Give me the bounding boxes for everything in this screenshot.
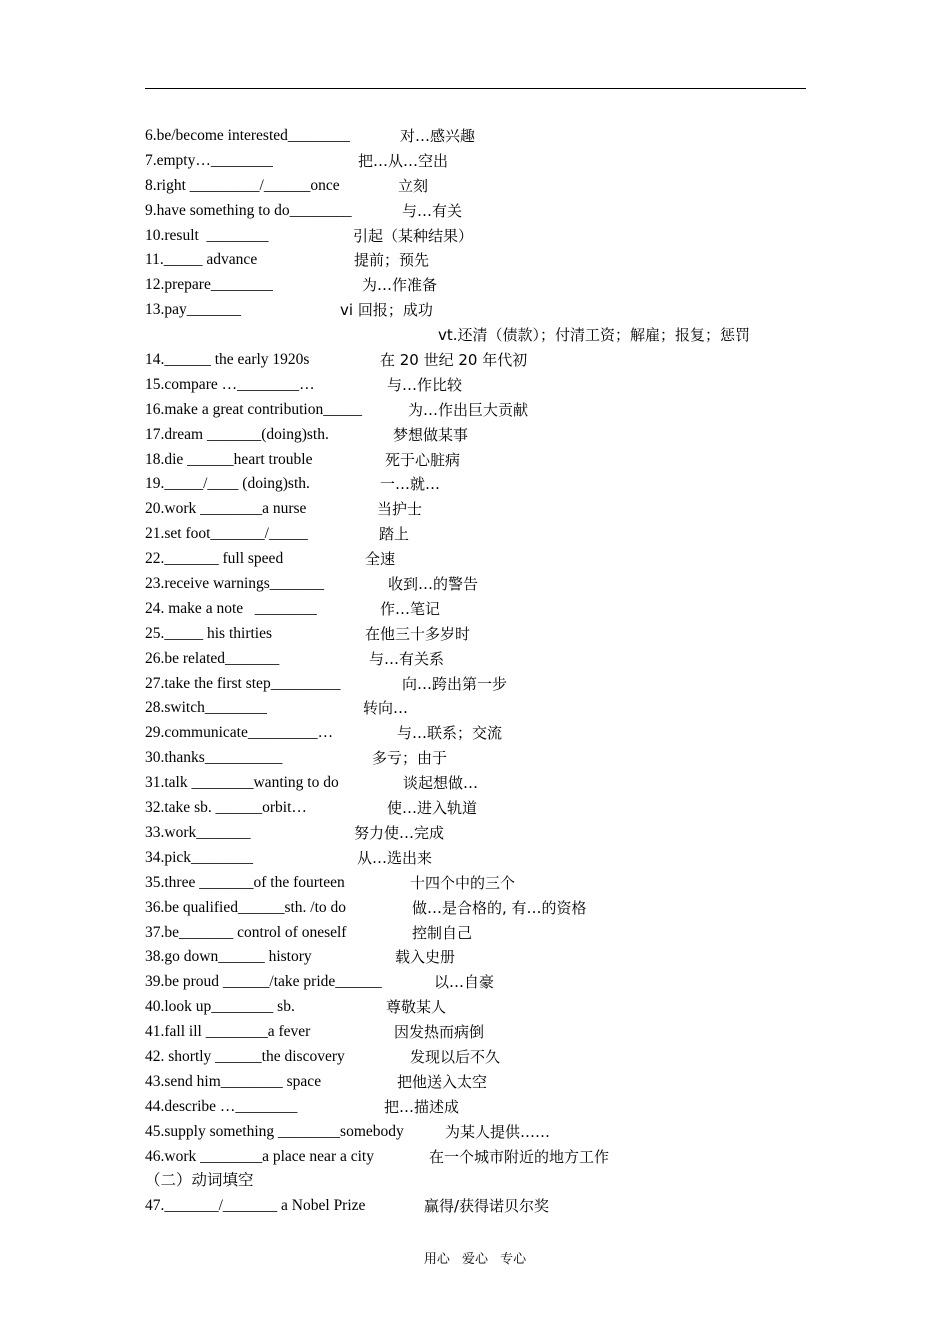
- english-phrase: 16.make a great contribution_____: [145, 400, 362, 418]
- vocab-row: [145, 497, 845, 522]
- vocab-row: [145, 273, 845, 298]
- vocab-row: [145, 423, 845, 448]
- chinese-meaning: 与…有关: [402, 201, 463, 220]
- english-phrase: 23.receive warnings_______: [145, 575, 325, 593]
- vocab-row: [145, 1045, 845, 1070]
- english-phrase: 19._____/____ (doing)sth.: [145, 475, 310, 493]
- chinese-meaning: 赢得/获得诺贝尔奖: [424, 1197, 550, 1216]
- vocab-row: [145, 348, 845, 373]
- chinese-meaning: 与…作比较: [387, 375, 463, 394]
- english-phrase: 12.prepare________: [145, 276, 273, 294]
- english-phrase: 10.result ________: [145, 226, 269, 244]
- english-phrase: 47._______/_______ a Nobel Prize: [145, 1197, 366, 1215]
- vocab-row: [145, 846, 845, 871]
- vocab-row: [145, 199, 845, 224]
- chinese-meaning: 谈起想做…: [403, 774, 479, 793]
- chinese-meaning: 作…笔记: [380, 599, 441, 618]
- chinese-meaning: vt.还清（债款）；付清工资；解雇；报复；惩罚: [438, 326, 751, 345]
- chinese-meaning: 梦想做某事: [393, 425, 469, 444]
- vocab-row: [145, 696, 845, 721]
- chinese-meaning: 多亏；由于: [372, 749, 448, 768]
- english-phrase: 42. shortly ______the discovery: [145, 1047, 345, 1065]
- chinese-meaning: vi 回报；成功: [340, 301, 433, 320]
- vocab-row: [145, 1070, 845, 1095]
- english-phrase: 15.compare …________…: [145, 375, 315, 393]
- chinese-meaning: 尊敬某人: [386, 998, 447, 1017]
- vocab-row: [145, 672, 845, 697]
- vocab-row: [145, 248, 845, 273]
- vocab-row: [145, 323, 845, 348]
- chinese-meaning: 提前；预先: [354, 251, 430, 270]
- vocab-row: [145, 896, 845, 921]
- english-phrase: 37.be_______ control of oneself: [145, 923, 347, 941]
- english-phrase: 20.work ________a nurse: [145, 500, 307, 518]
- english-phrase: 44.describe …________: [145, 1097, 298, 1115]
- chinese-meaning: 引起（某种结果）: [353, 226, 474, 245]
- vocab-row: [145, 970, 845, 995]
- english-phrase: 27.take the first step_________: [145, 674, 341, 692]
- vocabulary-list: [145, 124, 845, 1219]
- vocab-row: [145, 1095, 845, 1120]
- vocab-row: [145, 1194, 845, 1219]
- vocab-row: [145, 796, 845, 821]
- english-phrase: 26.be related_______: [145, 649, 280, 667]
- chinese-meaning: 因发热而病倒: [394, 1023, 485, 1042]
- english-phrase: 24. make a note ________: [145, 599, 317, 617]
- chinese-meaning: 在 20 世纪 20 年代初: [380, 351, 528, 370]
- chinese-meaning: 以…自豪: [434, 973, 495, 992]
- english-phrase: 46.work ________a place near a city: [145, 1147, 374, 1165]
- header-rule: [145, 88, 806, 89]
- english-phrase: （二）动词填空: [145, 1172, 254, 1190]
- chinese-meaning: 与…有关系: [369, 649, 445, 668]
- chinese-meaning: 全速: [365, 550, 396, 569]
- vocab-row: [145, 572, 845, 597]
- vocab-row: [145, 1169, 845, 1194]
- vocab-row: [145, 945, 845, 970]
- english-phrase: 38.go down______ history: [145, 948, 312, 966]
- chinese-meaning: 载入史册: [395, 948, 456, 967]
- vocab-row: [145, 647, 845, 672]
- english-phrase: 33.work_______: [145, 823, 251, 841]
- english-phrase: 9.have something to do________: [145, 201, 352, 219]
- english-phrase: 30.thanks__________: [145, 749, 283, 767]
- english-phrase: 22._______ full speed: [145, 550, 284, 568]
- vocab-row: [145, 821, 845, 846]
- english-phrase: 35.three _______of the fourteen: [145, 873, 345, 891]
- vocab-row: [145, 174, 845, 199]
- english-phrase: 21.set foot_______/_____: [145, 525, 308, 543]
- vocab-row: [145, 721, 845, 746]
- vocab-row: [145, 124, 845, 149]
- english-phrase: 14.______ the early 1920s: [145, 351, 310, 369]
- vocab-row: [145, 622, 845, 647]
- vocab-row: [145, 224, 845, 249]
- chinese-meaning: 发现以后不久: [410, 1047, 501, 1066]
- page-footer: 用心 爱心 专心: [423, 1252, 527, 1267]
- english-phrase: 31.talk ________wanting to do: [145, 774, 339, 792]
- vocab-row: [145, 448, 845, 473]
- vocab-row: [145, 1120, 845, 1145]
- chinese-meaning: 对…感兴趣: [400, 127, 476, 145]
- english-phrase: 8.right _________/______once: [145, 176, 340, 194]
- vocab-row: [145, 522, 845, 547]
- english-phrase: 43.send him________ space: [145, 1072, 322, 1090]
- chinese-meaning: 控制自己: [412, 923, 473, 942]
- chinese-meaning: 收到…的警告: [388, 575, 479, 594]
- vocab-row: [145, 472, 845, 497]
- chinese-meaning: 把…从…空出: [358, 151, 449, 170]
- vocab-row: [145, 597, 845, 622]
- chinese-meaning: 在一个城市附近的地方工作: [429, 1147, 610, 1166]
- chinese-meaning: 把…描述成: [384, 1097, 460, 1116]
- chinese-meaning: 死于心脏病: [385, 450, 461, 469]
- english-phrase: 45.supply something ________somebody: [145, 1122, 404, 1140]
- english-phrase: 28.switch________: [145, 699, 267, 717]
- chinese-meaning: 从…选出来: [357, 848, 433, 867]
- chinese-meaning: 把他送入太空: [397, 1072, 488, 1091]
- chinese-meaning: 当护士: [377, 500, 423, 519]
- chinese-meaning: 努力使…完成: [354, 823, 445, 842]
- vocab-row: [145, 771, 845, 796]
- vocab-row: [145, 1020, 845, 1045]
- english-phrase: 32.take sb. ______orbit…: [145, 799, 307, 817]
- chinese-meaning: 踏上: [379, 525, 410, 544]
- chinese-meaning: 转向…: [363, 699, 409, 718]
- vocab-row: [145, 871, 845, 896]
- chinese-meaning: 使…进入轨道: [387, 799, 478, 818]
- english-phrase: 17.dream _______(doing)sth.: [145, 425, 329, 443]
- english-phrase: 13.pay_______: [145, 301, 242, 319]
- vocab-row: [145, 995, 845, 1020]
- english-phrase: 36.be qualified______sth. /to do: [145, 898, 347, 916]
- english-phrase: 11._____ advance: [145, 251, 258, 269]
- vocab-row: [145, 746, 845, 771]
- english-phrase: 40.look up________ sb.: [145, 998, 295, 1016]
- english-phrase: 29.communicate_________…: [145, 724, 334, 742]
- chinese-meaning: 做…是合格的, 有…的资格: [412, 898, 587, 917]
- chinese-meaning: 向…跨出第一步: [402, 674, 508, 693]
- vocab-row: [145, 921, 845, 946]
- english-phrase: 25._____ his thirties: [145, 624, 273, 642]
- english-phrase: 41.fall ill ________a fever: [145, 1023, 311, 1041]
- chinese-meaning: 为…作准备: [362, 276, 438, 295]
- chinese-meaning: 与…联系；交流: [397, 724, 503, 743]
- chinese-meaning: 为某人提供……: [445, 1122, 551, 1141]
- vocab-row: [145, 149, 845, 174]
- vocab-row: [145, 1145, 845, 1170]
- english-phrase: 7.empty…________: [145, 151, 273, 169]
- chinese-meaning: 十四个中的三个: [410, 873, 516, 892]
- chinese-meaning: 立刻: [398, 176, 429, 195]
- chinese-meaning: 一…就…: [380, 475, 441, 494]
- english-phrase: 34.pick________: [145, 848, 254, 866]
- english-phrase: 6.be/become interested________: [145, 127, 350, 144]
- chinese-meaning: 在他三十多岁时: [365, 624, 471, 643]
- vocab-row: [145, 547, 845, 572]
- vocab-row: [145, 398, 845, 423]
- english-phrase: 39.be proud ______/take pride______: [145, 973, 382, 991]
- vocab-row: [145, 298, 845, 323]
- english-phrase: 18.die ______heart trouble: [145, 450, 313, 468]
- chinese-meaning: 为…作出巨大贡献: [408, 400, 529, 419]
- vocab-row: [145, 373, 845, 398]
